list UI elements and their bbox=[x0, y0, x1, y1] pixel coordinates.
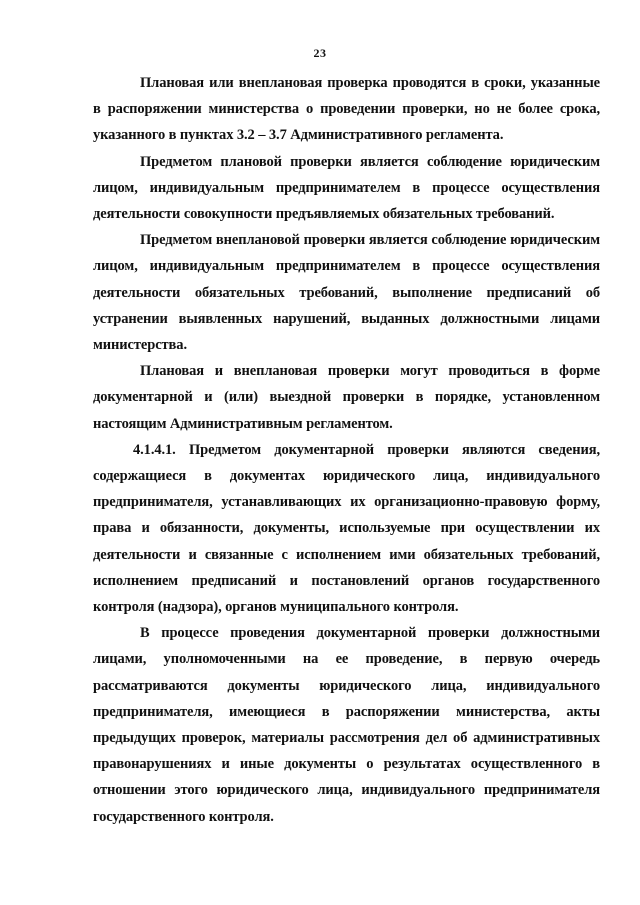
paragraph-planned-inspection-subject: Предметом плановой проверки является соблюдение юридическим лицом, индивидуальным предпринимателем в процессе осуществления деятельности совокупности предъявляемых обязательных требований. bbox=[93, 153, 600, 223]
document-body bbox=[93, 70, 600, 830]
paragraph-documentary-inspection-subject: 4.1.4.1. Предметом документарной проверки являются сведения, содержащиеся в документах юридического лица, индивидуального предпринимателя, устанавливающих их организационно-правовую форму, права и обязанности, документы, используемые при осуществлении их деятельности и связанные с исполнением ими обязательных требований, исполнением предписаний и постановлений органов государственного контроля (надзора), органов муниципального контроля. bbox=[93, 441, 600, 616]
paragraph-inspection-terms: Плановая или внеплановая проверка проводятся в сроки, указанные в распоряжении министерства о проведении проверки, но не более срока, указанного в пунктах 3.2 – 3.7 Административного регламента. bbox=[93, 75, 600, 144]
page-number: 23 bbox=[313, 46, 327, 60]
paragraph-documentary-inspection-process: В процессе проведения документарной проверки должностными лицами, уполномоченными на ее проведение, в первую очередь рассматриваются документы юридического лица, индивидуального предпринимателя, имеющиеся в распоряжении министерства, акты предыдущих проверок, материалы рассмотрения дел об административных правонарушениях и иные документы о результатах осуществленного в отношении этого юридического лица, индивидуального предпринимателя государственного контроля. bbox=[93, 625, 600, 825]
paragraph-unplanned-inspection-subject: Предметом внеплановой проверки является соблюдение юридическим лицом, индивидуальным предпринимателем в процессе осуществления деятельности обязательных требований, выполнение предписаний об устранении выявленных нарушений, выданных должностными лицами министерства. bbox=[93, 232, 600, 354]
paragraph-inspection-forms: Плановая и внеплановая проверки могут проводиться в форме документарной и (или) выездной проверки в порядке, установленном настоящим Административным регламентом. bbox=[93, 363, 600, 432]
